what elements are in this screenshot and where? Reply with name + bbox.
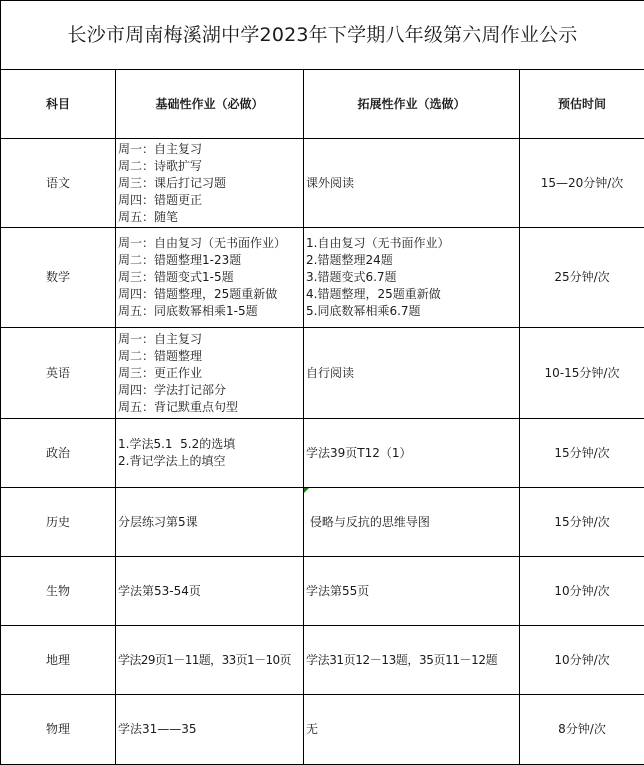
subject-cell[interactable]: 数学 [1,228,116,328]
basic-line: 周五：背记默重点句型 [118,399,303,416]
subject-cell[interactable]: 历史 [1,488,116,557]
basic-line: 周五：同底数幂相乘1-5题 [118,303,303,320]
subject-cell[interactable]: 英语 [1,328,116,419]
time-cell[interactable]: 10-15分钟/次 [520,328,644,419]
extended-line: 4.错题整理，25题重新做 [306,286,519,303]
extended-line: 课外阅读 [306,175,519,192]
extended-cell[interactable] [304,139,520,228]
table-row [1,419,644,488]
extended-cell[interactable] [304,695,520,765]
extended-cell[interactable] [304,557,520,626]
basic-line: 周三：错题变式1-5题 [118,269,303,286]
page-title[interactable]: 长沙市周南梅溪湖中学2023年下学期八年级第六周作业公示 [1,1,644,70]
basic-line: 周四：学法打记部分 [118,382,303,399]
basic-cell[interactable] [116,419,304,488]
subject-cell[interactable]: 语文 [1,139,116,228]
extended-line: 侵略与反抗的思维导图 [306,514,519,531]
header-time[interactable]: 预估时间 [520,70,644,139]
extended-cell[interactable] [304,488,520,557]
header-basic[interactable]: 基础性作业（必做） [116,70,304,139]
time-cell[interactable]: 15分钟/次 [520,488,644,557]
extended-line: 学法39页T12（1） [306,445,519,462]
title-row [1,1,644,70]
basic-line: 1.学法5.1 5.2的选填 [118,436,303,453]
table-row [1,557,644,626]
basic-line: 周三：更正作业 [118,365,303,382]
basic-cell[interactable] [116,695,304,765]
table-row [1,695,644,765]
time-cell[interactable]: 15分钟/次 [520,419,644,488]
subject-cell[interactable]: 政治 [1,419,116,488]
table-row [1,228,644,328]
time-cell[interactable]: 8分钟/次 [520,695,644,765]
basic-line: 分层练习第5课 [118,514,303,531]
basic-cell[interactable] [116,557,304,626]
extended-cell[interactable] [304,419,520,488]
extended-cell[interactable] [304,328,520,419]
comment-indicator-icon[interactable] [304,488,309,493]
extended-line: 学法31页12－13题，35页11－12题 [306,652,519,669]
header-row [1,70,644,139]
extended-line: 1.自由复习（无书面作业） [306,235,519,252]
table-row [1,626,644,695]
extended-cell[interactable] [304,626,520,695]
table-row [1,488,644,557]
basic-line: 2.背记学法上的填空 [118,453,303,470]
basic-line: 周二：错题整理 [118,348,303,365]
time-cell[interactable]: 15—20分钟/次 [520,139,644,228]
basic-line: 周一：自由复习（无书面作业） [118,235,303,252]
extended-line: 学法第55页 [306,583,519,600]
header-extended[interactable]: 拓展性作业（选做） [304,70,520,139]
extended-line: 3.错题变式6.7题 [306,269,519,286]
basic-cell[interactable] [116,228,304,328]
time-cell[interactable]: 10分钟/次 [520,557,644,626]
basic-line: 学法第53-54页 [118,583,303,600]
basic-line: 周三：课后打记习题 [118,175,303,192]
basic-cell[interactable] [116,328,304,419]
basic-line: 周一：自主复习 [118,141,303,158]
basic-line: 学法29页1－11题，33页1－10页 [118,652,303,669]
subject-cell[interactable]: 物理 [1,695,116,765]
table-row [1,328,644,419]
basic-line: 周一：自主复习 [118,331,303,348]
basic-cell[interactable] [116,139,304,228]
time-cell[interactable]: 25分钟/次 [520,228,644,328]
header-subject[interactable]: 科目 [1,70,116,139]
basic-cell[interactable] [116,626,304,695]
basic-cell[interactable] [116,488,304,557]
basic-line: 周二：错题整理1-23题 [118,252,303,269]
basic-line: 周四：错题整理，25题重新做 [118,286,303,303]
subject-cell[interactable]: 地理 [1,626,116,695]
basic-line: 周五：随笔 [118,209,303,226]
extended-line: 2.错题整理24题 [306,252,519,269]
subject-cell[interactable]: 生物 [1,557,116,626]
basic-line: 周二：诗歌扩写 [118,158,303,175]
time-cell[interactable]: 10分钟/次 [520,626,644,695]
table-row [1,139,644,228]
extended-line: 无 [306,721,519,738]
extended-cell[interactable] [304,228,520,328]
basic-line: 周四：错题更正 [118,192,303,209]
basic-line: 学法31——35 [118,721,303,738]
extended-line: 自行阅读 [306,365,519,382]
extended-line: 5.同底数幂相乘6.7题 [306,303,519,320]
